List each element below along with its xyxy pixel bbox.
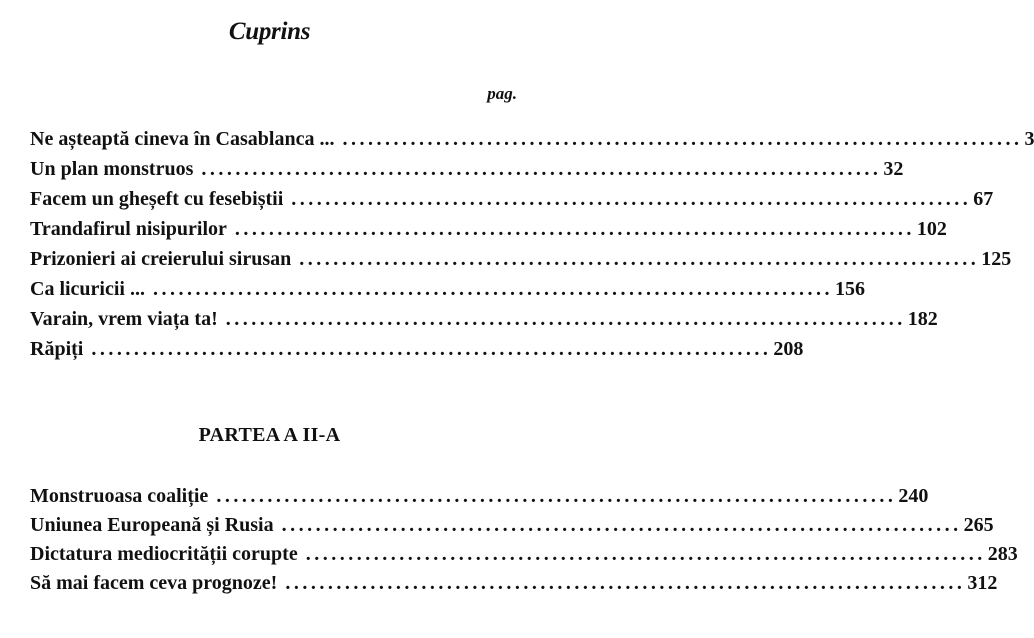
toc-entry xyxy=(30,158,904,188)
toc-entry xyxy=(30,248,1012,278)
toc-entry-title: Prizonieri ai creierului sirusan xyxy=(30,248,292,270)
toc-entry xyxy=(30,278,865,308)
page-title: Cuprins xyxy=(228,18,311,45)
section-heading-part-2: PARTEA A II-A xyxy=(198,424,341,446)
toc-entry-page: 125 xyxy=(981,248,1012,270)
dot-leader: ................................................................................ xyxy=(305,543,986,565)
dot-leader: ................................................................................ xyxy=(225,308,906,330)
page-column-label: pag. xyxy=(487,84,517,103)
toc-entry-page: 32 xyxy=(883,158,904,180)
toc-entry-title: Trandafirul nisipurilor xyxy=(30,218,227,240)
toc-entry-page: 156 xyxy=(834,278,865,300)
toc-entry-title: Facem un gheșeft cu fesebiștii xyxy=(30,188,284,210)
toc-entry-page: 312 xyxy=(967,572,998,594)
dot-leader: ................................................................................ xyxy=(285,572,966,594)
dot-leader: ................................................................................ xyxy=(91,338,772,360)
toc-part-1 xyxy=(30,128,1034,368)
toc-entry-title: Dictatura mediocrității corupte xyxy=(30,543,298,565)
toc-entry-title: Varain, vrem viața ta! xyxy=(30,308,218,330)
toc-entry-title: Ne așteaptă cineva în Casablanca ... xyxy=(30,128,335,150)
toc-entry xyxy=(30,308,938,338)
toc-entry-title: Să mai facem ceva prognoze! xyxy=(30,572,278,594)
toc-entry xyxy=(30,218,947,248)
toc-entry-page: 208 xyxy=(773,338,804,360)
toc-entry xyxy=(30,188,994,218)
toc-entry xyxy=(30,338,804,368)
toc-entry-title: Ca licuricii ... xyxy=(30,278,145,300)
toc-entry xyxy=(30,514,994,543)
toc-part-2 xyxy=(30,485,1018,601)
toc-entry-title: Monstruoasa coaliție xyxy=(30,485,209,507)
dot-leader: ................................................................................ xyxy=(234,218,915,240)
toc-entry xyxy=(30,128,1034,158)
dot-leader: ................................................................................ xyxy=(291,188,972,210)
dot-leader: ................................................................................ xyxy=(152,278,833,300)
toc-entry-page: 283 xyxy=(987,543,1018,565)
toc-entry-title: Uniunea Europeană și Rusia xyxy=(30,514,274,536)
toc-entry-title: Un plan monstruos xyxy=(30,158,194,180)
toc-entry-page: 3 xyxy=(1024,128,1034,150)
toc-entry-page: 240 xyxy=(898,485,929,507)
dot-leader: ................................................................................ xyxy=(281,514,962,536)
dot-leader: ................................................................................ xyxy=(201,158,882,180)
toc-entry-page: 102 xyxy=(916,218,947,240)
dot-leader: ................................................................................ xyxy=(342,128,1023,150)
toc-entry xyxy=(30,543,1018,572)
toc-entry-page: 67 xyxy=(973,188,994,210)
toc-entry xyxy=(30,572,998,601)
dot-leader: ................................................................................ xyxy=(216,485,897,507)
dot-leader: ................................................................................ xyxy=(299,248,980,270)
toc-entry-page: 265 xyxy=(963,514,994,536)
toc-entry-title: Răpiți xyxy=(30,338,84,360)
toc-entry xyxy=(30,485,929,514)
toc-entry-page: 182 xyxy=(907,308,938,330)
